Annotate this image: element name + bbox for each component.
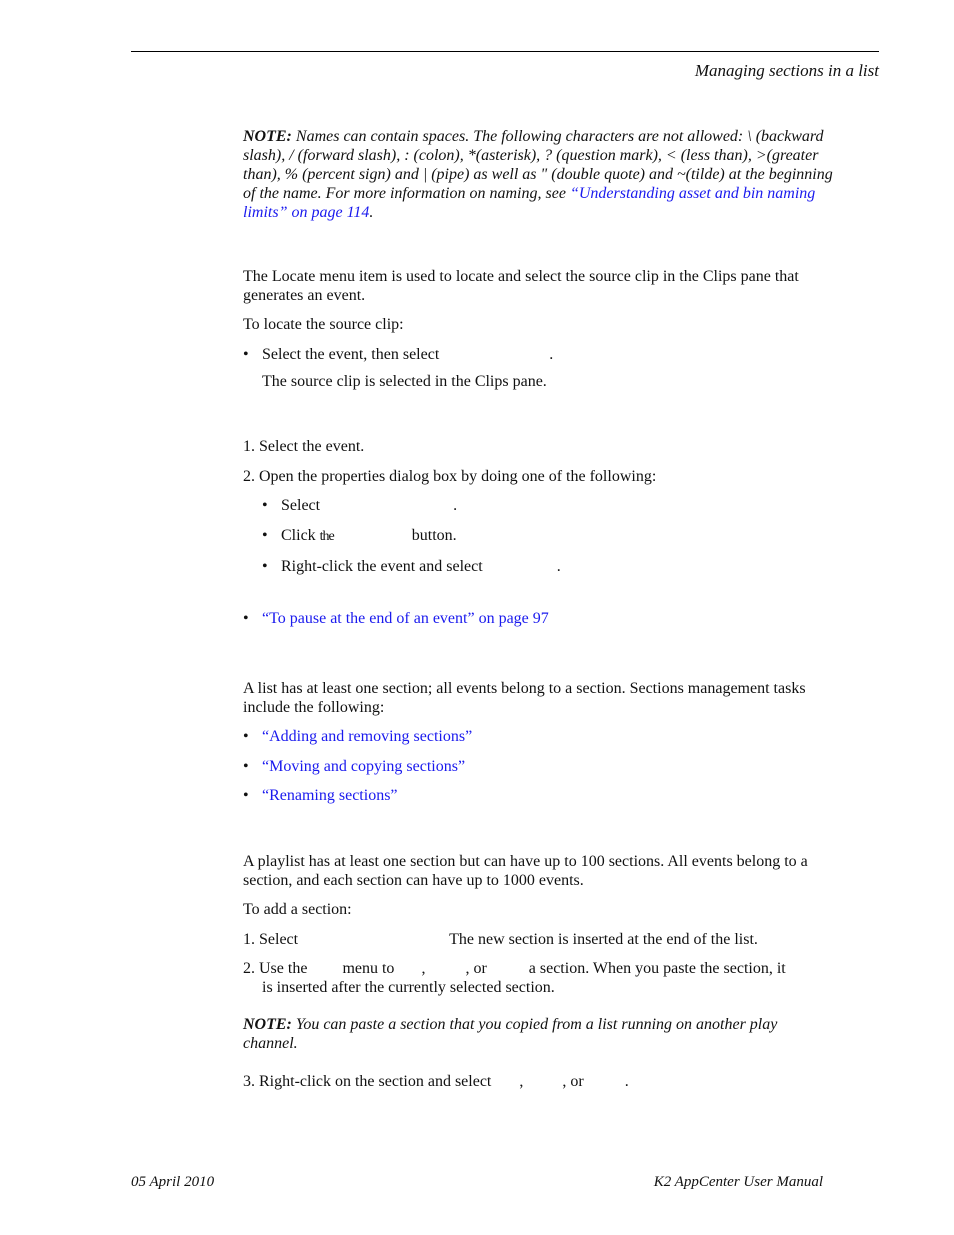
adding-removing-sections-link[interactable]: “Adding and removing sections” bbox=[262, 728, 473, 745]
naming-limits-link[interactable]: “Understanding asset and bin naming limits” on page 114 bbox=[243, 185, 816, 221]
bullet: • bbox=[243, 728, 249, 745]
bullet: • bbox=[262, 527, 268, 544]
bullet: • bbox=[243, 346, 249, 363]
note-text: You can paste a section that you copied from a list running on another play channel. bbox=[243, 1016, 778, 1052]
bullet: • bbox=[262, 558, 268, 575]
note-label: NOTE: bbox=[243, 1016, 292, 1033]
footer-manual-title: K2 AppCenter User Manual bbox=[653, 1174, 823, 1190]
properties-option-right-click: Right-click the event and select . bbox=[281, 558, 561, 575]
properties-step-1: 1. Select the event. bbox=[243, 438, 365, 455]
paste-note bbox=[243, 1015, 833, 1053]
properties-option-click: Click the button. bbox=[281, 527, 457, 544]
adding-lead: To add a section: bbox=[243, 901, 352, 918]
bullet: • bbox=[243, 610, 249, 627]
note-text: Names can contain spaces. The following characters are not allowed: \ (backward slash), / (forward slash), : (colon), *(asterisk), ? (question mark), < (less than), >(greater than), % (percent sign) and | (pipe) as well as " (double quote) and ~(tilde) at the beginning of the name. For more information on naming, see bbox=[243, 128, 833, 202]
adding-step-3: 3. Right-click on the section and select , , or . bbox=[243, 1073, 629, 1090]
pause-at-end-link[interactable]: “To pause at the end of an event” on page 97 bbox=[262, 610, 549, 627]
bullet: • bbox=[262, 497, 268, 514]
locate-result: The source clip is selected in the Clips pane. bbox=[262, 373, 547, 390]
bullet: • bbox=[243, 787, 249, 804]
sections-intro: A list has at least one section; all events belong to a section. Sections management tasks include the following: bbox=[243, 680, 806, 716]
locate-bullet: Select the event, then select . bbox=[262, 346, 554, 363]
adding-step-2-continued: is inserted after the currently selected section. bbox=[262, 979, 555, 996]
header-rule bbox=[131, 51, 879, 52]
adding-step-1: 1. Select The new section is inserted at the end of the list. bbox=[243, 931, 758, 948]
adding-step-2: 2. Use the menu to , , or a section. When you paste the section, it bbox=[243, 960, 786, 977]
locate-lead: To locate the source clip: bbox=[243, 316, 404, 333]
bullet: • bbox=[243, 758, 249, 775]
footer-date: 05 April 2010 bbox=[131, 1174, 215, 1190]
adding-intro: A playlist has at least one section but can have up to 100 sections. All events belong to a section, and each section can have up to 1000 events. bbox=[243, 853, 808, 889]
note-label: NOTE: bbox=[243, 128, 292, 145]
renaming-sections-link[interactable]: “Renaming sections” bbox=[262, 787, 398, 804]
properties-step-2: 2. Open the properties dialog box by doing one of the following: bbox=[243, 468, 657, 485]
properties-option-select: Select . bbox=[281, 497, 458, 514]
running-title: Managing sections in a list bbox=[694, 61, 879, 80]
moving-copying-sections-link[interactable]: “Moving and copying sections” bbox=[262, 758, 466, 775]
locate-intro: The Locate menu item is used to locate and select the source clip in the Clips pane that generates an event. bbox=[243, 268, 799, 304]
naming-note: NOTE: Names can contain spaces. The following characters are not allowed: \ (backward slash), / (forward slash), : (colon), *(asterisk), ? (question mark), < (less than), >(greater than), % (percent sign) and | (pipe) as well as " (double quote) and ~(tilde) at the beginning of the name. For more information on naming, see “Understanding asset and bin naming limits” on page 114. bbox=[243, 128, 833, 221]
